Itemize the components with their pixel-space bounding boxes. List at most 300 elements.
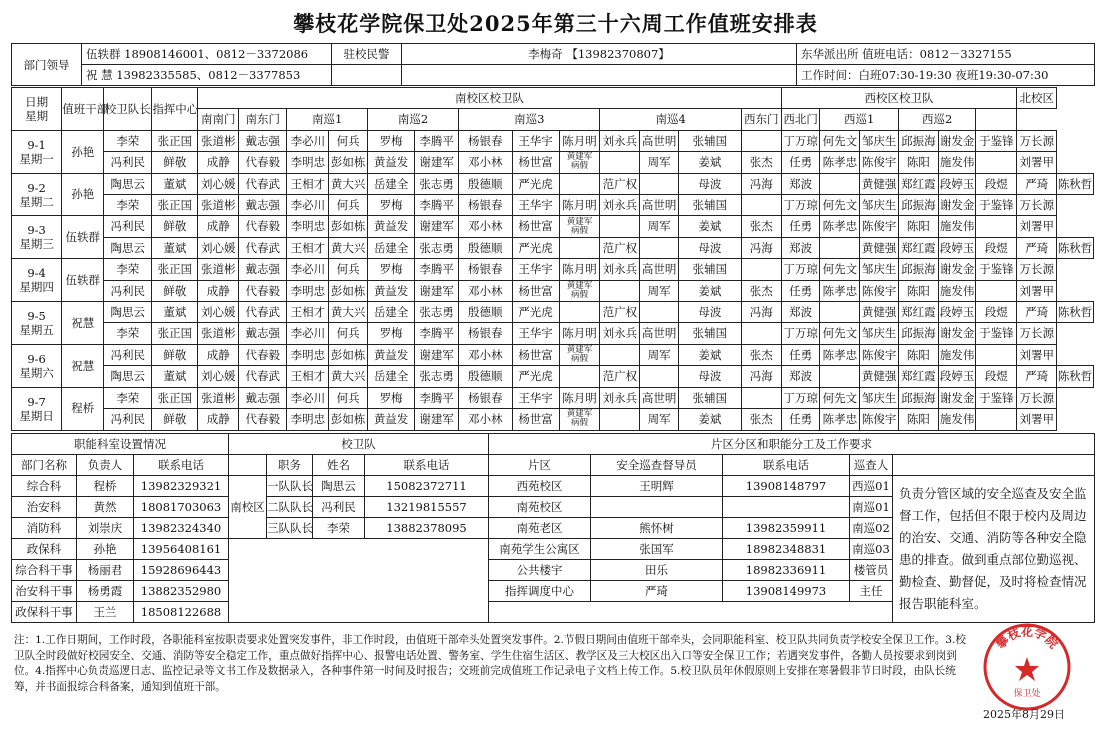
guard-cell: 李荣 [313,518,365,539]
duty-person-cell: 张辅国 [678,259,741,280]
duty-person-cell: 张正国 [152,195,198,216]
date-value: 9-5 [27,308,46,323]
schedule-row [12,130,1094,151]
zone-cell: 西苑校区 [489,476,591,497]
duty-person-cell: 任勇 [781,409,820,430]
duty-person-cell: 段婷玉 [938,173,976,194]
duty-person-cell [600,152,640,173]
duty-person-cell: 高世明 [640,259,679,280]
duty-person-cell: 张辅国 [678,323,741,344]
duty-person-cell: 罗梅 [368,323,415,344]
duty-person-cell: 邱振海 [898,195,938,216]
duty-cadre-cell: 祝慧 [62,302,104,345]
zone-cell: 南苑学生公寓区 [489,539,591,560]
duty-person-cell: 李必川 [287,323,329,344]
duty-person-cell: 于鉴锋 [976,130,1017,151]
duty-person-cell [559,237,600,258]
duty-person-cell: 邱振海 [898,130,938,151]
duty-person-cell: 杨银春 [459,387,512,408]
duty-person-cell: 陈秋哲 [1057,237,1094,258]
duty-person-cell: 陈秋哲 [1057,366,1094,387]
duty-person-cell: 郑波 [781,237,820,258]
duty-person-cell: 冯利民 [104,280,152,301]
duty-person-cell: 杨银春 [459,195,512,216]
zone-section-title: 片区分区和职能分工及工作要求 [489,434,1095,455]
duty-person-cell: 邱振海 [898,259,938,280]
dept-cell: 杨丽君 [77,560,134,581]
duty-person-cell: 黄建军 病假 [559,280,600,301]
duty-person-cell [741,387,781,408]
duty-person-cell: 姜斌 [678,344,741,365]
duty-person-cell: 黄健强 [860,366,899,387]
duty-person-cell: 殷德顺 [459,302,512,323]
duty-person-cell: 王相才 [287,237,329,258]
duty-person-cell: 成静 [198,280,239,301]
duty-person-cell: 严琦 [1017,302,1057,323]
duty-person-cell: 杨世富 [512,344,559,365]
duty-person-cell: 陶思云 [104,366,152,387]
duty-person-cell: 高世明 [640,130,679,151]
duty-person-cell: 张杰 [741,216,781,237]
schedule-row [12,323,1094,344]
dept-leader-label: 部门领导 [12,44,82,86]
duty-person-cell: 李必川 [287,130,329,151]
leader-1: 伍轶群 18908146001、0812－3372086 [82,44,332,65]
duty-person-cell: 罗梅 [368,130,415,151]
duty-person-cell: 代春武 [239,173,287,194]
dept-cell: 15928696443 [134,560,229,581]
work-requirement: 负责分管区域的安全巡查及安全监督工作，包括但不限于校内及周边的治安、交通、消防等各种安全隐患的排查。做到重点部位勤巡视、勤检查、勤督促，及时将检查情况报告职能科室。 [893,476,1095,623]
duty-person-cell: 郑红霞 [898,366,938,387]
duty-person-cell: 陈月明 [559,259,600,280]
duty-person-cell: 郑波 [781,173,820,194]
duty-person-cell: 黄益发 [368,152,415,173]
weekday-value: 星期五 [19,322,54,337]
schedule-row [12,173,1094,194]
guard-header-1: 姓名 [313,455,365,476]
duty-person-cell: 段煜 [976,302,1017,323]
schedule-row [12,259,1094,280]
zone-header-3: 巡查人 [850,455,893,476]
duty-person-cell [976,344,1017,365]
duty-person-cell [559,302,600,323]
duty-person-cell: 王华宇 [512,323,559,344]
duty-person-cell: 任勇 [781,280,820,301]
dept-header-0: 部门名称 [12,455,77,476]
dept-cell: 杨勇霞 [77,581,134,602]
zone-cell: 王明辉 [591,476,723,497]
duty-person-cell: 张志勇 [415,237,459,258]
duty-person-cell: 董斌 [152,302,198,323]
duty-person-cell: 姜斌 [678,409,741,430]
duty-person-cell: 周军 [640,152,679,173]
duty-person-cell: 陈孝忠 [820,344,860,365]
duty-person-cell: 李腾平 [415,259,459,280]
duty-person-cell: 严琦 [1017,366,1057,387]
page-title: 攀枝花学院保卫处2025年第三十六周工作值班安排表 [293,11,818,36]
duty-person-cell: 陈俊宇 [860,152,899,173]
schedule-row [12,195,1094,216]
duty-person-cell [741,130,781,151]
guard-header-2: 联系电话 [365,455,489,476]
zone-cell: 13908148797 [723,476,850,497]
duty-person-cell [600,409,640,430]
duty-person-cell: 鲜敬 [152,344,198,365]
duty-person-cell [820,366,860,387]
duty-person-cell: 董斌 [152,173,198,194]
duty-person-cell: 鲜敬 [152,409,198,430]
date-value: 9-3 [27,223,46,238]
duty-person-cell: 黄建军 病假 [559,152,600,173]
weekday-value: 星期六 [19,365,54,380]
duty-person-cell: 董斌 [152,237,198,258]
duty-person-cell [976,280,1017,301]
duty-person-cell: 周军 [640,344,679,365]
duty-person-cell [600,344,640,365]
dept-cell: 13882352980 [134,581,229,602]
dept-cell: 13956408161 [134,539,229,560]
duty-person-cell: 代春毅 [239,216,287,237]
duty-person-cell [559,173,600,194]
zone-cell: 13908149973 [723,581,850,602]
duty-person-cell: 刘永兵 [600,323,640,344]
duty-person-cell: 谢发金 [938,323,976,344]
duty-person-cell: 周军 [640,216,679,237]
duty-person-cell: 张正国 [152,323,198,344]
duty-person-cell: 何兵 [329,259,368,280]
duty-person-cell [640,173,679,194]
guard-cell: 15082372711 [365,476,489,497]
duty-person-cell: 张辅国 [678,130,741,151]
dept-header-2: 联系电话 [134,455,229,476]
duty-person-cell: 杨世富 [512,152,559,173]
date-value: 9-4 [27,266,46,281]
duty-person-cell: 岳建全 [368,173,415,194]
duty-person-cell: 刘永兵 [600,195,640,216]
duty-person-cell: 于鉴锋 [976,323,1017,344]
schedule-row [12,280,1094,301]
duty-person-cell: 刘心媛 [198,302,239,323]
duty-person-cell: 何兵 [329,195,368,216]
security-office-seal [982,622,1072,712]
duty-person-cell: 任勇 [781,216,820,237]
zone-cell: 南巡03 [850,539,893,560]
duty-person-cell: 杨世富 [512,409,559,430]
duty-person-cell: 于鉴锋 [976,387,1017,408]
duty-person-cell: 黄大兴 [329,173,368,194]
duty-person-cell: 黄建军 病假 [559,409,600,430]
duty-person-cell: 母波 [678,302,741,323]
zone-cell: 18982336911 [723,560,850,581]
police-station: 东华派出所 值班电话：0812－3327155 [797,44,1095,65]
duty-person-cell: 刘署甲 [1017,409,1057,430]
duty-person-cell [976,152,1017,173]
col-header-9: 西巡2 [898,109,975,130]
duty-person-cell: 张道彬 [198,323,239,344]
duty-person-cell [640,237,679,258]
duty-person-cell: 邓小林 [459,152,512,173]
zone-cell: 南苑校区 [489,497,591,518]
duty-person-cell: 彭如栋 [329,409,368,430]
duty-person-cell: 严琦 [1017,237,1057,258]
svg-text:保卫处: 保卫处 [1013,689,1041,699]
duty-person-cell: 谢建军 [415,344,459,365]
schedule-row [12,152,1094,173]
date-cell [12,130,62,173]
duty-person-cell: 施发伟 [938,344,976,365]
duty-person-cell: 万长源 [1017,195,1057,216]
duty-person-cell: 母波 [678,366,741,387]
duty-person-cell: 母波 [678,237,741,258]
duty-cadre-cell: 祝慧 [62,344,104,387]
duty-person-cell: 冯利民 [104,409,152,430]
duty-person-cell: 陈秋哲 [1057,173,1094,194]
duty-person-cell: 刘永兵 [600,387,640,408]
duty-person-cell: 成静 [198,216,239,237]
duty-person-cell: 张志勇 [415,302,459,323]
guard-cell: 冯利民 [313,497,365,518]
dept-cell: 黄然 [77,497,134,518]
department-table [11,433,1095,623]
duty-person-cell: 何兵 [329,323,368,344]
issue-date: 2025年8月29日 [983,708,1065,721]
duty-person-cell: 李明忠 [287,152,329,173]
duty-person-cell: 王华宇 [512,259,559,280]
zone-header-1: 安全巡查督导员 [591,455,723,476]
duty-person-cell: 陈孝忠 [820,216,860,237]
col-header-west-3 [976,109,1017,130]
schedule-row [12,302,1094,323]
duty-person-cell [820,173,860,194]
duty-person-cell: 罗梅 [368,259,415,280]
zone-cell: 熊怀树 [591,518,723,539]
duty-schedule-table [11,87,1094,431]
duty-person-cell: 万长源 [1017,259,1057,280]
duty-person-cell: 戴志强 [239,387,287,408]
police-label: 驻校民警 [332,44,402,65]
dept-cell: 综合科干事 [12,560,77,581]
duty-cadre-cell: 伍轶群 [62,216,104,259]
col-header-5: 南巡4 [600,109,741,130]
duty-person-cell: 高世明 [640,323,679,344]
duty-person-cell: 冯利民 [104,344,152,365]
duty-person-cell: 冯海 [741,366,781,387]
duty-person-cell: 郑红霞 [898,173,938,194]
duty-person-cell: 邓小林 [459,409,512,430]
police-value: 李梅奇 【13982370807】 [402,44,797,65]
duty-person-cell: 鲜敬 [152,280,198,301]
duty-person-cell: 张辅国 [678,387,741,408]
zone-cell: 张国军 [591,539,723,560]
duty-person-cell: 严光虎 [512,302,559,323]
duty-person-cell: 罗梅 [368,387,415,408]
zone-cell: 13982359911 [723,518,850,539]
duty-person-cell: 戴志强 [239,323,287,344]
duty-person-cell: 李腾平 [415,195,459,216]
duty-person-cell: 张杰 [741,409,781,430]
duty-person-cell: 代春毅 [239,344,287,365]
duty-person-cell: 殷德顺 [459,173,512,194]
duty-person-cell: 姜斌 [678,152,741,173]
duty-person-cell: 高世明 [640,387,679,408]
duty-person-cell: 何兵 [329,130,368,151]
duty-person-cell: 邹庆生 [860,259,899,280]
duty-person-cell [559,366,600,387]
date-header: 日期 星期 [12,88,62,131]
col-header-8: 西巡1 [820,109,899,130]
duty-person-cell: 刘署甲 [1017,152,1057,173]
duty-person-cell [820,237,860,258]
duty-person-cell: 丁万琼 [781,130,820,151]
date-value: 9-7 [27,394,46,409]
duty-person-cell: 高世明 [640,195,679,216]
duty-person-cell: 周军 [640,280,679,301]
duty-person-cell: 张杰 [741,344,781,365]
duty-person-cell: 成静 [198,152,239,173]
duty-person-cell: 段煜 [976,366,1017,387]
dept-cell: 13982329321 [134,476,229,497]
duty-person-cell: 陈阳 [898,344,938,365]
duty-person-cell: 彭如栋 [329,216,368,237]
duty-person-cell: 于鉴锋 [976,259,1017,280]
duty-person-cell: 邓小林 [459,344,512,365]
duty-person-cell: 王华宇 [512,195,559,216]
duty-person-cell: 张道彬 [198,195,239,216]
dept-cell: 王兰 [77,602,134,623]
zone-cell: 公共楼宇 [489,560,591,581]
duty-person-cell: 丁万琼 [781,195,820,216]
duty-person-cell: 谢发金 [938,130,976,151]
duty-person-cell: 陈阳 [898,409,938,430]
duty-person-cell: 陈孝忠 [820,280,860,301]
guard-cell: 陶思云 [313,476,365,497]
duty-person-cell: 杨银春 [459,323,512,344]
duty-person-cell: 黄大兴 [329,302,368,323]
duty-person-cell: 段婷玉 [938,366,976,387]
zone-cell: 指挥调度中心 [489,581,591,602]
duty-person-cell: 张杰 [741,152,781,173]
duty-person-cell: 彭如栋 [329,280,368,301]
duty-person-cell: 谢发金 [938,195,976,216]
duty-person-cell: 陈俊宇 [860,344,899,365]
duty-person-cell: 郑波 [781,302,820,323]
dept-cell: 政保科干事 [12,602,77,623]
duty-person-cell: 李明忠 [287,280,329,301]
col-header-3: 南巡2 [368,109,459,130]
duty-person-cell: 王相才 [287,302,329,323]
duty-person-cell: 李明忠 [287,409,329,430]
duty-person-cell: 邱振海 [898,323,938,344]
leader-table [11,43,1095,86]
duty-person-cell: 王华宇 [512,130,559,151]
duty-person-cell: 邹庆生 [860,195,899,216]
dept-cell: 治安科干事 [12,581,77,602]
north-campus-header: 北校区 [1017,88,1057,109]
duty-person-cell: 杨世富 [512,280,559,301]
leader-2: 祝 慧 13982335585、0812－3377853 [82,65,332,86]
guard-header-0: 职务 [267,455,313,476]
police-empty-cell [332,65,402,86]
duty-person-cell: 范广权 [600,237,640,258]
guard-blank-cell [229,539,489,623]
duty-cadre-cell: 孙艳 [62,130,104,173]
duty-person-cell: 万长源 [1017,130,1057,151]
duty-person-cell: 陈月明 [559,130,600,151]
duty-person-cell: 郑红霞 [898,302,938,323]
duty-person-cell: 彭如栋 [329,344,368,365]
duty-person-cell: 陈阳 [898,280,938,301]
duty-person-cell: 邓小林 [459,280,512,301]
requirement-blank-header [893,455,1095,476]
duty-person-cell: 陈月明 [559,195,600,216]
duty-person-cell: 岳建全 [368,366,415,387]
duty-person-cell: 冯利民 [104,216,152,237]
duty-person-cell: 刘心媛 [198,366,239,387]
guard-section-title: 校卫队 [229,434,489,455]
duty-person-cell: 谢建军 [415,409,459,430]
duty-person-cell: 刘永兵 [600,259,640,280]
duty-person-cell: 黄益发 [368,216,415,237]
duty-person-cell: 陈月明 [559,323,600,344]
duty-person-cell: 陶思云 [104,302,152,323]
date-value: 9-2 [27,180,46,195]
duty-person-cell: 张道彬 [198,130,239,151]
col-header-1: 南东门 [239,109,287,130]
duty-person-cell: 黄益发 [368,280,415,301]
duty-person-cell: 陈孝忠 [820,409,860,430]
dept-cell: 程桥 [77,476,134,497]
duty-person-cell: 丁万琼 [781,323,820,344]
duty-person-cell: 戴志强 [239,130,287,151]
duty-person-cell: 代春武 [239,302,287,323]
duty-person-cell: 罗梅 [368,195,415,216]
duty-person-cell: 张杰 [741,280,781,301]
duty-cadre-cell: 孙艳 [62,173,104,216]
schedule-row [12,366,1094,387]
zone-cell: 西巡01 [850,476,893,497]
west-campus-header: 西校区校卫队 [781,88,1017,109]
duty-person-cell: 陶思云 [104,173,152,194]
zone-cell: 严琦 [591,581,723,602]
duty-person-cell: 黄健强 [860,302,899,323]
duty-person-cell: 陈俊宇 [860,280,899,301]
duty-person-cell: 何先文 [820,195,860,216]
duty-person-cell: 施发伟 [938,280,976,301]
duty-person-cell: 杨银春 [459,130,512,151]
duty-person-cell: 代春武 [239,366,287,387]
duty-person-cell: 张辅国 [678,195,741,216]
duty-person-cell: 邹庆生 [860,387,899,408]
duty-person-cell: 张道彬 [198,387,239,408]
duty-person-cell: 殷德顺 [459,237,512,258]
dept-cell: 13982324340 [134,518,229,539]
weekday-value: 星期四 [19,280,54,295]
col-header-0: 南南门 [198,109,239,130]
dept-cell: 治安科 [12,497,77,518]
schedule-row [12,216,1094,237]
duty-person-cell: 陈孝忠 [820,152,860,173]
duty-person-cell: 姜斌 [678,280,741,301]
duty-person-cell: 李明忠 [287,216,329,237]
weekday-value: 星期三 [19,237,54,252]
duty-person-cell: 刘署甲 [1017,344,1057,365]
duty-person-cell: 黄健强 [860,173,899,194]
duty-person-cell: 岳建全 [368,237,415,258]
duty-person-cell: 张道彬 [198,259,239,280]
guard-cell: 三队队长 [267,518,313,539]
duty-person-cell: 谢发金 [938,259,976,280]
duty-person-cell: 刘署甲 [1017,216,1057,237]
